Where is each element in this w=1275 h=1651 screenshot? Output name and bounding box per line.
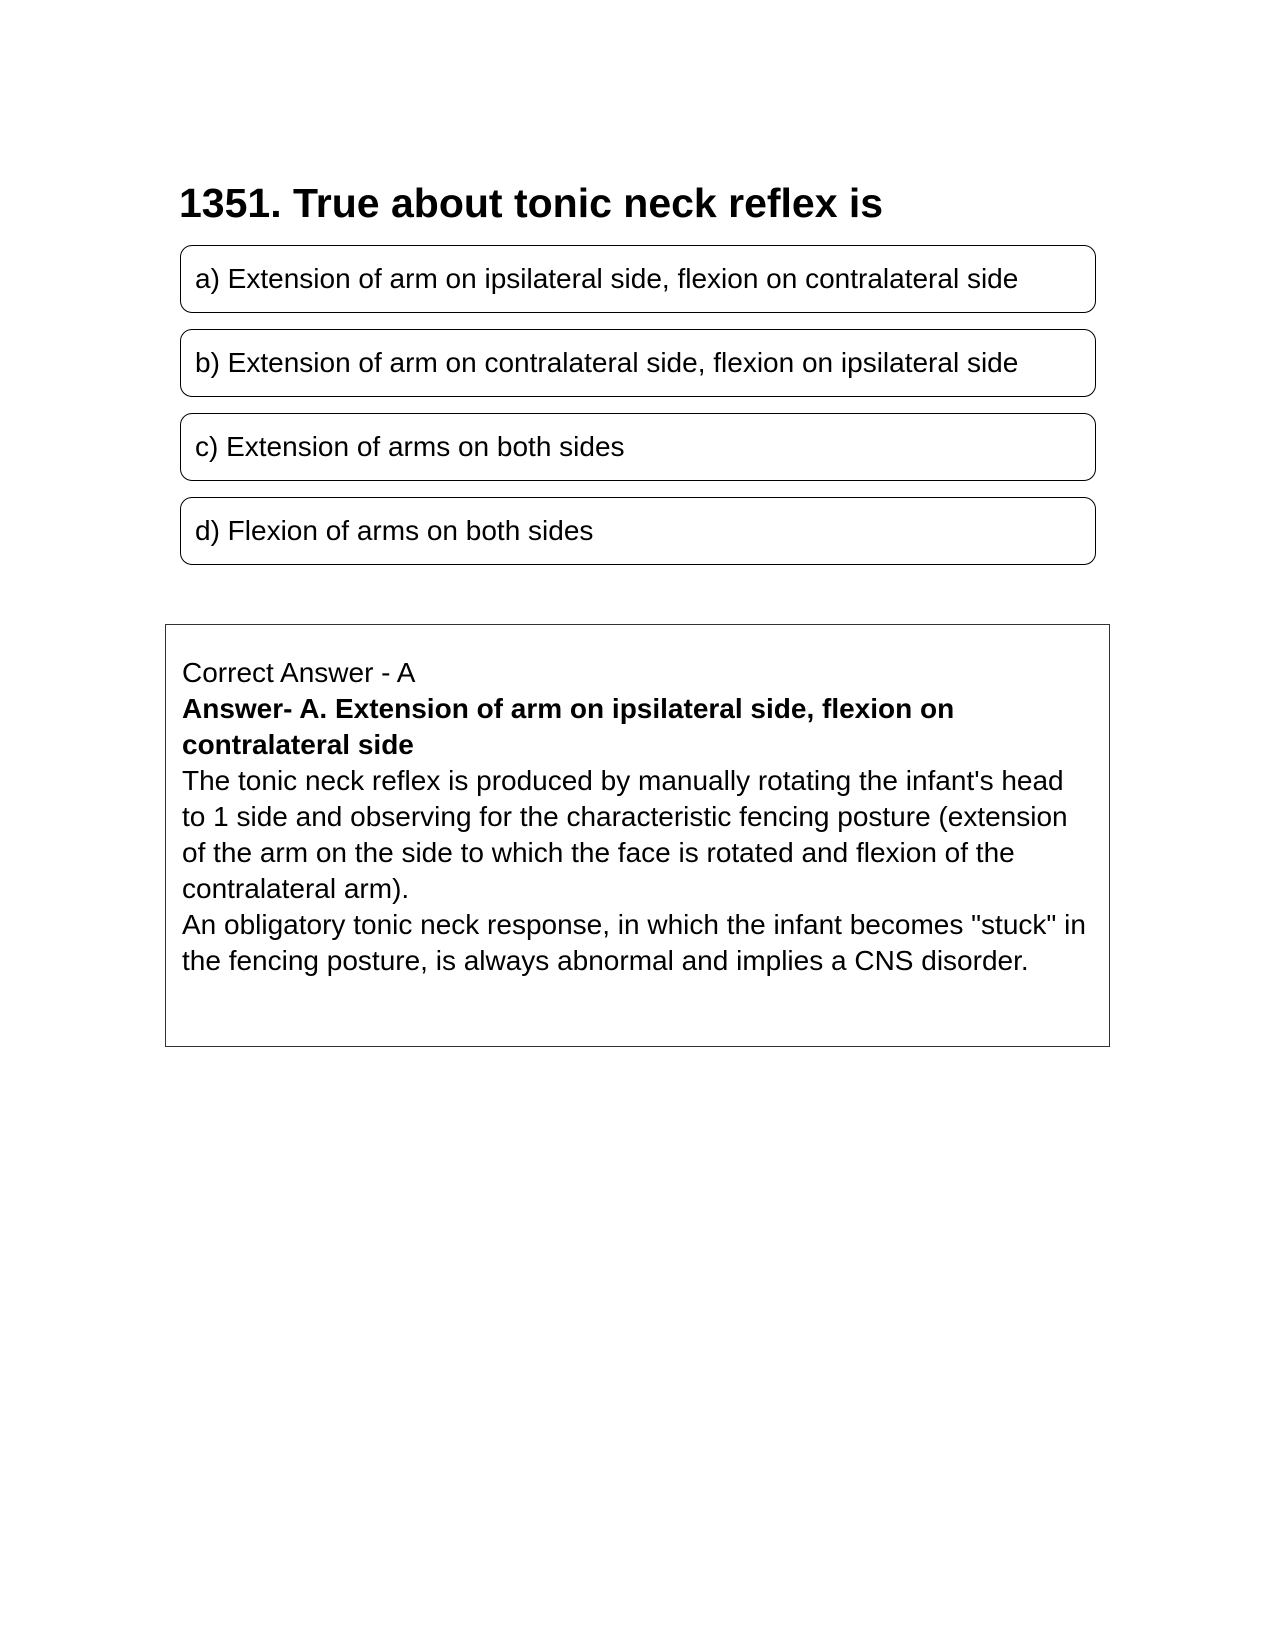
option-a-label: a) Extension of arm on ipsilateral side, flexion on contralateral side (195, 263, 1019, 294)
answer-explanation-box (165, 624, 1110, 1047)
option-d-label: d) Flexion of arms on both sides (195, 515, 594, 546)
option-b[interactable] (180, 329, 1096, 397)
explanation-paragraph-1: The tonic neck reflex is produced by manually rotating the infant's head to 1 side and observing for the characteristic fencing posture (extension of the arm on the side to which the face is rotated and flexion of the contralateral arm). (182, 765, 1068, 904)
explanation-paragraph-2: An obligatory tonic neck response, in which the infant becomes "stuck" in the fencing posture, is always abnormal and implies a CNS disorder. (182, 909, 1086, 976)
correct-answer-label: Correct Answer - A (182, 657, 416, 688)
option-b-label: b) Extension of arm on contralateral side, flexion on ipsilateral side (195, 347, 1019, 378)
answer-headline: Answer- A. Extension of arm on ipsilateral side, flexion on contralateral side (182, 693, 955, 760)
option-c-label: c) Extension of arms on both sides (195, 431, 625, 462)
option-c[interactable] (180, 413, 1096, 481)
option-a[interactable] (180, 245, 1096, 313)
answer-options (180, 245, 1096, 581)
option-d[interactable] (180, 497, 1096, 565)
question-title: 1351. True about tonic neck reflex is (179, 180, 884, 226)
